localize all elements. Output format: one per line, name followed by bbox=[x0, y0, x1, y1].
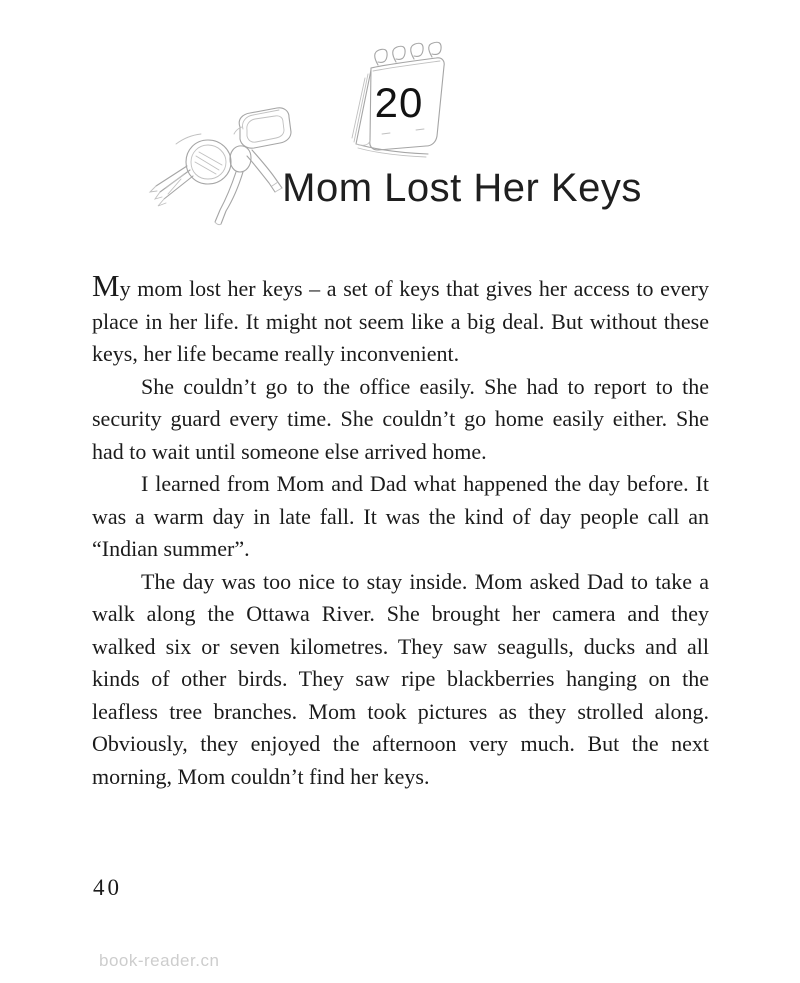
paragraph-4: The day was too nice to stay inside. Mom asked Dad to take a walk along the Ottawa River. She brought her camera and they walked six or seven kilometres. They saw seagulls, ducks and all kinds of other birds. They saw ripe blackberries hanging on the leafless tree branches. Mom took pictures as they strolled along. Obviously, they enjoyed the afternoon very much. But the next morning, Mom couldn’t find her keys. bbox=[92, 568, 709, 789]
chapter-number: 20 bbox=[374, 79, 424, 126]
paragraph-1 bbox=[92, 270, 709, 371]
paragraph-3: I learned from Mom and Dad what happened the day before. It was a warm day in late fall. It was the kind of day people call an “Indian summer”. bbox=[92, 471, 709, 561]
drop-cap: M bbox=[92, 268, 120, 303]
chapter-title: Mom Lost Her Keys bbox=[282, 166, 642, 210]
story-text bbox=[92, 270, 709, 793]
watermark: book-reader.cn bbox=[99, 951, 220, 970]
page-number: 40 bbox=[93, 875, 122, 900]
calendar-icon bbox=[338, 38, 460, 172]
keys-icon bbox=[146, 104, 304, 230]
paragraph-1-text: y mom lost her keys – a set of keys that gives her access to every place in her life. It might not seem like a big deal. But without these keys, her life became really inconvenient. bbox=[92, 276, 709, 366]
paragraph-2: She couldn’t go to the office easily. She had to report to the security guard every time. She couldn’t go home easily either. She had to wait until someone else arrived home. bbox=[92, 373, 709, 464]
